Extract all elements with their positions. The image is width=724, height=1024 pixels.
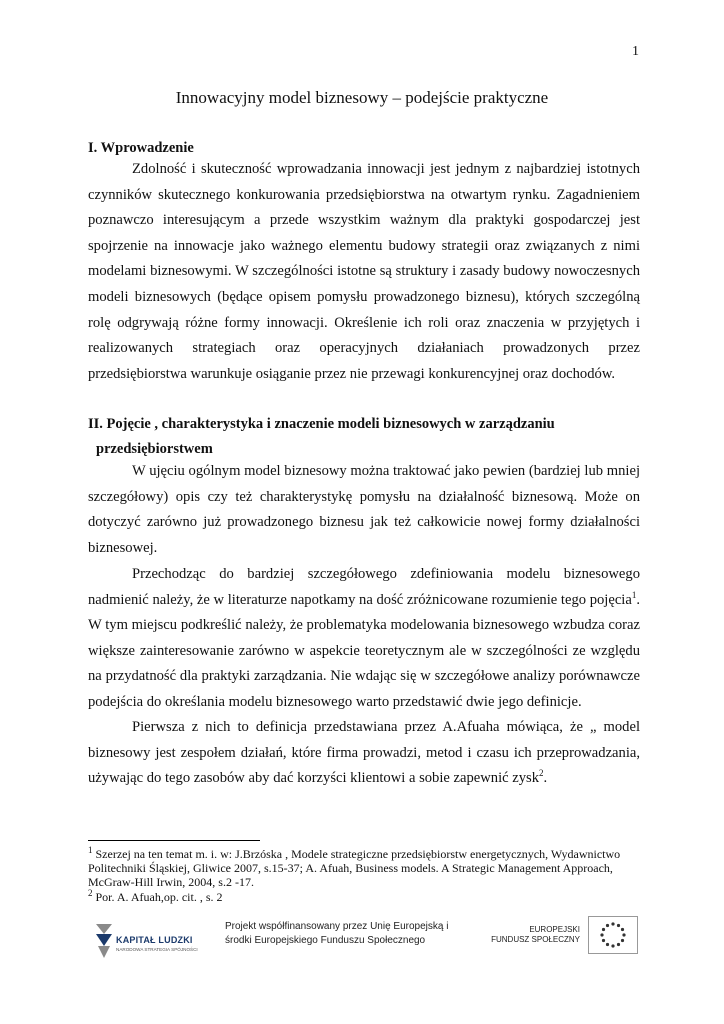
eu-funding-footer: [0, 908, 724, 978]
paragraph-3-text-a: Pierwsza z nich to definicja przedstawiana przez A.Afuaha mówiąca, że „ model biznesowy jest zespołem działań, które firma prowadzi, metod i czasu ich przeprowadzania, używając do tego zasobów aby dać korzyści klientowi a sobie zapewnić zysk: [88, 719, 640, 787]
eu-fund-line-2: FUNDUSZ SPOŁECZNY: [491, 935, 580, 944]
project-funding-line-2: środki Europejskiego Funduszu Społecznego: [225, 935, 426, 946]
eu-fund-line-1: EUROPEJSKI: [529, 925, 580, 934]
footnote-ref-1[interactable]: 1: [631, 589, 637, 600]
footnote-2-number: 2: [88, 887, 93, 898]
section-2-paragraph-2: [88, 562, 640, 716]
page-number: 1: [632, 44, 639, 59]
document-title: Innowacyjny model biznesowy – podejście praktyczne: [175, 88, 549, 107]
footnote-1: [88, 847, 643, 890]
footnote-2: [88, 887, 643, 904]
section-2-paragraph-3: [88, 715, 640, 792]
kapital-ludzki-label: KAPITAŁ LUDZKI: [116, 935, 193, 945]
paragraph-2-text-b: . W tym miejscu podkreślić należy, że problematyka modelowania biznesowego wzbudza coraz większe zainteresowanie zarówno w aspekcie teoretycznym ale w szczególności ze względu na przydatność dla praktyki zarządzania. Nie wdając się w szczegółowe analizy porównawcze podejścia do określania modelu biznesowego warto przedstawić dwie jego definicje.: [88, 591, 640, 710]
section-2-paragraph-1: W ujęciu ogólnym model biznesowy można traktować jako pewien (bardziej lub mniej szczegółowy) opis czy też charakterystykę pomysłu na działalność biznesową. Może on dotyczyć zarówno już prowadzonego biznesu jak też całkowicie nowej formy działalności biznesowej.: [88, 463, 640, 556]
paragraph-3-text-b: .: [543, 770, 548, 787]
footnote-ref-2[interactable]: 2: [539, 768, 544, 779]
footnote-2-text: Por. A. Afuah,op. cit. , s. 2: [95, 889, 223, 904]
kapital-ludzki-sublabel: NARODOWA STRATEGIA SPÓJNOŚCI: [116, 947, 198, 952]
footnotes: [88, 847, 643, 904]
section-1-heading: I. Wprowadzenie: [88, 140, 194, 156]
paragraph-2-text-a: Przechodząc do bardziej szczegółowego zdefiniowania modelu biznesowego nadmienić należy, że w literaturze napotkamy na dość zróżnicowane rozumienie tego pojęcia: [88, 566, 640, 608]
section-2-heading-line1: II. Pojęcie , charakterystyka i znaczenie modeli biznesowych w zarządzaniu: [88, 416, 555, 432]
section-1-paragraph: Zdolność i skuteczność wprowadzania innowacji jest jednym z najbardziej istotnych czynników skutecznego konkurowania przedsiębiorstwa na otwartym rynku. Zagadnieniem poznawczo interesującym a przede wszystkim ważnym dla praktyki gospodarczej jest spojrzenie na innowacje jako ważnego elementu budowy strategii oraz związanych z nimi modelami biznesowymi. W szczególności istotne są struktury i zasady budowy nowoczesnych modeli biznesowych (będące opisem pomysłu prowadzonego biznesu), których szczególną rolę odgrywają różne formy innowacji. Określenie ich roli oraz znaczenia w przyjętych i realizowanych strategiach oraz operacyjnych działaniach prowadzonych przez przedsiębiorstwa warunkuje osiąganie przez nie przewagi konkurencyjnej oraz dochodów.: [88, 161, 640, 382]
kapital-ludzki-logo: [92, 918, 202, 962]
footnote-divider: [88, 840, 260, 841]
eu-fund-label: [490, 925, 580, 945]
project-funding-line-1: Projekt współfinansowany przez Unię Europejską i: [225, 921, 449, 932]
eu-flag-icon: [588, 916, 638, 954]
footnote-1-number: 1: [88, 845, 93, 855]
footnote-1-text: Szerzej na ten temat m. i. w: J.Brzóska , Modele strategiczne przedsiębiorstw energetycznych, Wydawnictwo Politechniki Śląskiej, Gliwice 2007, s.15-37; A. Afuah, Business models. A Strategic Management Approach, McGraw-Hill Irwin, 2004, s.2 -17.: [88, 847, 621, 890]
kapital-ludzki-emblem-icon: [92, 918, 116, 962]
project-funding-text: [225, 920, 470, 948]
section-2-heading-line2: przedsiębiorstwem: [96, 441, 213, 457]
